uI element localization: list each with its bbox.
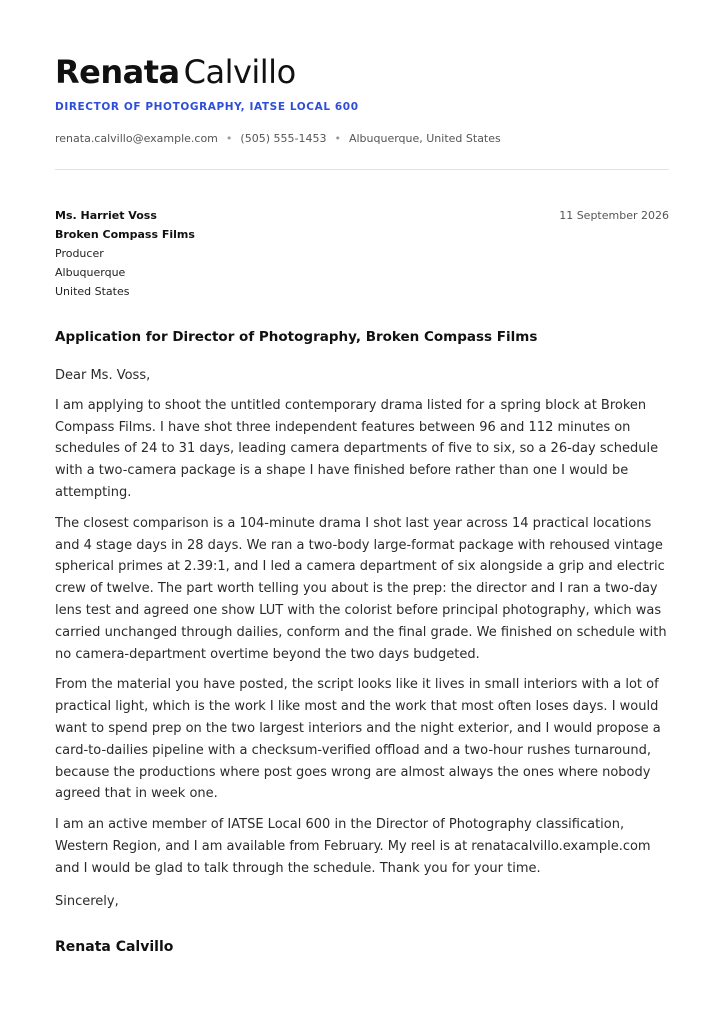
recipient-role: Producer: [55, 247, 104, 260]
recipient-company: Broken Compass Films: [55, 228, 195, 241]
contact-location: Albuquerque, United States: [348, 132, 501, 145]
recipient-country: United States: [55, 285, 130, 298]
separator-dot: •: [334, 132, 341, 145]
contact-email[interactable]: renata.calvillo@example.com: [55, 132, 218, 145]
recipient-block: [55, 206, 195, 301]
signature-name: Renata Calvillo: [55, 939, 174, 955]
applicant-last-name: Calvillo: [183, 53, 296, 91]
applicant-name: [55, 52, 296, 92]
salutation: Dear Ms. Voss,: [55, 368, 151, 383]
letter-date: 11 September 2026: [559, 209, 669, 222]
cover-letter-page: [55, 0, 669, 1024]
letter-subject: Application for Director of Photography, Broken Compass Films: [55, 329, 538, 345]
recipient-city: Albuquerque: [55, 266, 126, 279]
contact-row: [55, 132, 501, 145]
applicant-first-name: Renata: [55, 53, 180, 91]
header-divider: [55, 169, 669, 170]
body-paragraph: The closest comparison is a 104-minute drama I shot last year across 14 practical locations and 4 stage days in 28 days. We ran a two-body large-format package with rehoused vintage spherical primes at 2.39:1, and I led a camera department of six alongside a grip and electric crew of twelve. The part worth telling you about is the prep: the director and I ran a two-day lens test and agreed one show LUT with the colorist before principal photography, which was carried unchanged through dailies, conform and the final grade. We finished on schedule with no camera-department overtime beyond the two days budgeted.: [55, 515, 667, 662]
contact-phone[interactable]: (505) 555-1453: [240, 132, 327, 145]
body-paragraph: I am applying to shoot the untitled contemporary drama listed for a spring block at Broken Compass Films. I have shot three independent features between 96 and 112 minutes on schedules of 24 to 31 days, leading camera departments of five to six, so a 26-day schedule with a two-camera package is a shape I have finished before rather than one I would be attempting.: [55, 397, 659, 500]
closing: Sincerely,: [55, 894, 119, 909]
letter-body: [55, 365, 675, 889]
separator-dot: •: [225, 132, 233, 145]
applicant-title: DIRECTOR OF PHOTOGRAPHY, IATSE LOCAL 600: [55, 101, 359, 113]
body-paragraph: I am an active member of IATSE Local 600 in the Director of Photography classification, Western Region, and I am available from February. My reel is at renatacalvillo.example.com and I would be glad to talk through the schedule. Thank you for your time.: [55, 817, 651, 876]
body-paragraph: From the material you have posted, the script looks like it lives in small interiors with a lot of practical light, which is the work I like most and the work that most often loses days. I would want to spend prep on the two largest interiors and the night exterior, and I would propose a card-to-dailies pipeline with a checksum-verified offload and a two-hour rushes turnaround, because the productions where post goes wrong are almost always the ones where nobody agreed that in week one.: [55, 677, 661, 802]
recipient-name: Ms. Harriet Voss: [55, 209, 157, 222]
